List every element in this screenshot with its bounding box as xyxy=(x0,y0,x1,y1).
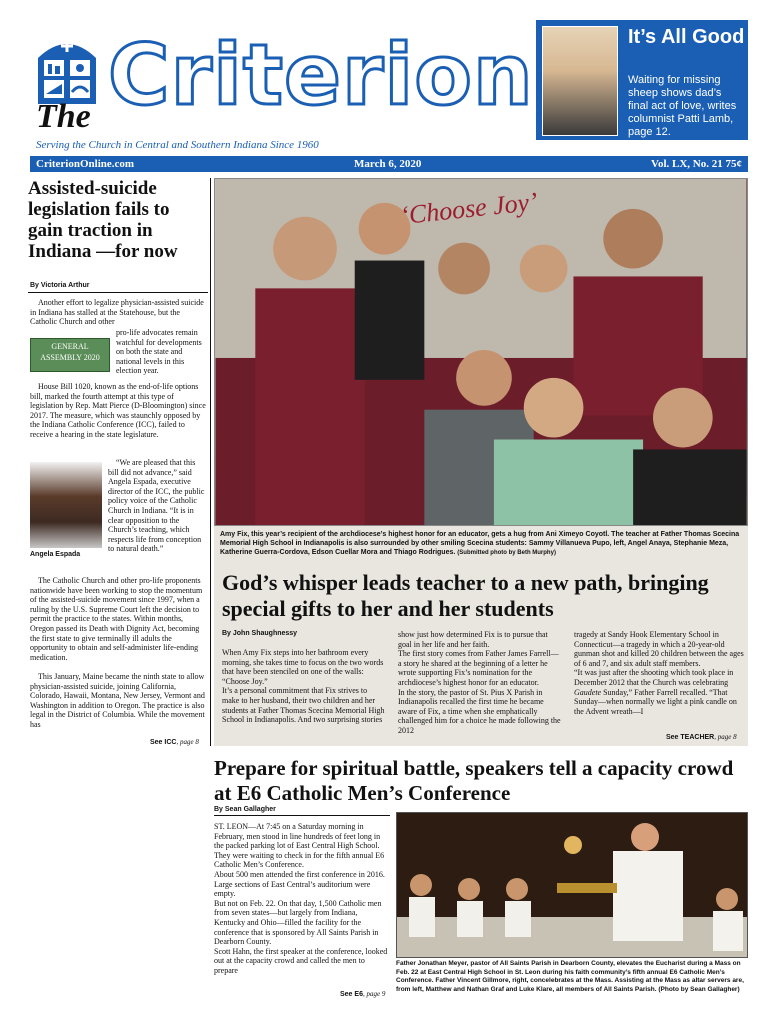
main-photo-caption xyxy=(220,530,746,558)
newspaper-title-the: The xyxy=(36,98,91,135)
caption-text: Amy Fix, this year’s recipient of the archdiocese’s highest honor for an educator, gets a hug from Ani Ximeyo Coyotl. The teacher at Father Thomas Scecina Memorial High School in Indianapolis is also surrounded by other smiling Scecina students: Sammy Villanueva Pupo, left, Angel Anaya, Stephanie Meza, Katherine Guerra-Cordova, Edson Cuellar Mora and Thiago Rodrigues. xyxy=(220,531,740,556)
teacher-story-byline: By John Shaughnessy xyxy=(222,630,298,637)
columnist-photo xyxy=(542,26,618,136)
conference-story-byline: By Sean Gallagher xyxy=(214,806,276,813)
teacher-story-col3 xyxy=(574,630,744,716)
newspaper-title: Criterion xyxy=(108,26,534,124)
left-story-headline: Assisted-suicide legislation fails to gain traction in Indiana —for now xyxy=(28,178,178,262)
general-assembly-badge: GENERAL ASSEMBLY 2020 xyxy=(30,338,110,372)
promo-box[interactable] xyxy=(536,20,748,140)
photo-credit: (Photo by Sean Gallagher) xyxy=(658,985,740,993)
mass-photo-caption xyxy=(396,960,748,994)
left-story-para: “We are pleased that this bill did not advance,” said Angela Espada, executive director of the ICC, the public policy voice of the Catholic Church in Indiana. “It is in clear opposition to the Church’s teaching, which respects life from conception to natural death.” xyxy=(108,458,205,554)
archdiocese-logo-icon xyxy=(34,34,100,104)
choose-joy-sign: ‘Choose Joy’ xyxy=(398,186,539,231)
divider xyxy=(214,815,390,816)
conference-story-headline: Prepare for spiritual battle, speakers tell a capacity crowd at E6 Catholic Men’s Conference xyxy=(214,756,734,805)
jump-tag: See ICC xyxy=(150,739,177,746)
teacher-story-col2: show just how determined Fix is to pursue that goal in her life and her faith. The first story comes from Father James Farrell—a story he shared at the beginning of a letter he wrote supporting Fix’s nomination for the archdiocese’s highest honor for an educator. In the story, the pastor of St. Pius X Parish in Indianapolis recalled the first time he became aware of Fix, a time when she emphatically challenged him for a choice he made following the 2012 xyxy=(398,630,561,735)
main-photo xyxy=(214,178,748,526)
jump-reference[interactable] xyxy=(150,738,199,746)
students-photo-art xyxy=(215,179,747,525)
teacher-story-headline: God’s whisper leads teacher to a new path, bringing special gifts to her and her students xyxy=(222,570,709,621)
photo-credit: (Submitted photo by Beth Murphy) xyxy=(457,550,556,556)
jump-page: , page 8 xyxy=(176,738,199,746)
jump-tag: See TEACHER xyxy=(666,734,715,741)
promo-headline: It’s All Good xyxy=(628,26,745,48)
photo-caption: Angela Espada xyxy=(30,551,81,558)
volume-info: Vol. LX, No. 21 75¢ xyxy=(651,158,742,170)
left-story-para: The Catholic Church and other pro-life proponents nationwide have been working to stop the momentum of the assisted-suicide movement since 1997, when a ruling by the U.S. Supreme Court left the decision to permit the practice to the states. Within months, Oregon passed its Death with Dignity Act, becoming the first state to give terminally ill adults the opportunity to obtain and self-administer life-ending medication. xyxy=(30,576,203,662)
col3-italic: Gaudete xyxy=(574,687,602,697)
jump-reference[interactable] xyxy=(666,733,737,741)
dateline-bar xyxy=(30,156,748,172)
site-url[interactable]: CriterionOnline.com xyxy=(36,158,135,170)
left-story-para: pro-life advocates remain watchful for developments on both the state and national levels in this election year. xyxy=(116,328,202,376)
caption-text: Father Jonathan Meyer, pastor of All Saints Parish in Dearborn County, elevates the Eucharist during a Mass on Feb. 22 at East Central High School in St. Leon during his faith community’s fifth annual E6 Catholic Men’s Conference. Father Vincent Gillmore, right, concelebrates at the Mass. Assisting at the Mass as altar servers are, from left, Matthew and Nathan Graf and Luke Klare, all members of All Saints Parish. xyxy=(396,960,744,993)
left-story-para: This January, Maine became the ninth state to allow physician-assisted suicide, joining California, Colorado, Hawaii, Montana, New Jersey, Vermont and Washington in addition to Oregon. The practice is also legal in the District of Columbia. While the movement has xyxy=(30,672,205,729)
issue-date: March 6, 2020 xyxy=(354,158,422,170)
tagline: Serving the Church in Central and Southern Indiana Since 1960 xyxy=(36,139,319,151)
conference-story-text: ST. LEON—At 7:45 on a Saturday morning in February, men stood in line hundreds of feet long in the packed parking lot of East Central High School. They were waiting to check in for the fifth annual E6 Catholic Men’s Conference. About 500 men attended the first conference in 2016. Large sections of East Central’s auditorium were empty. But not on Feb. 22. On that day, 1,500 Catholic men from seven states—but largely from Indiana, Kentucky and Ohio—filled the facility for the conference that is sponsored by All Saints Parish in Dearborn County. Scott Hahn, the first speaker at the conference, looked out at the capacity crowd and called the men to prepare xyxy=(214,822,388,975)
jump-tag: See E6 xyxy=(340,991,363,998)
col3-text: tragedy at Sandy Hook Elementary School in Connecticut—a tragedy in which a 20-year-old gunman shot and killed 20 children between the ages of 6 and 7, and six adult staff members. “It was just after the shooting which took place in December 2012 that the Church was celebrating xyxy=(574,630,744,687)
jump-page: , page 8 xyxy=(714,733,737,741)
column-rule xyxy=(210,178,211,746)
left-story-para: Another effort to legalize physician-assisted suicide in Indiana has stalled at the Statehouse, but the Catholic Church and other xyxy=(30,298,204,327)
col3-text: Sunday,” Father Farrell recalled. “That Sunday—when normally we light a pink candle on the Advent wreath—I xyxy=(574,687,737,716)
promo-text: Waiting for missing sheep shows dad’s final act of love, writes columnist Patti Lamb, page 12. xyxy=(628,74,737,138)
mass-photo xyxy=(396,812,748,958)
left-story-byline: By Victoria Arthur xyxy=(30,282,90,289)
left-story-para: House Bill 1020, known as the end-of-life options bill, marked the fourth attempt at this type of legislation by Rep. Matt Pierce (D-Bloomington) since 2017. The measure, which was staunchly opposed by the Indiana Catholic Conference (ICC), failed to receive a hearing in the state legislature. xyxy=(30,382,206,439)
mass-photo-art xyxy=(397,813,748,958)
jump-page: , page 9 xyxy=(362,990,386,998)
jump-reference[interactable] xyxy=(340,990,385,998)
teacher-story-col1: When Amy Fix steps into her bathroom every morning, she takes time to focus on the two words that have been stenciled on one of the walls: “Choose Joy.” It’s a personal commitment that Fix strives to make to her husband, their two children and her students at Father Thomas Scecina Memorial High School in Indianapolis. And two surprising stories xyxy=(222,648,385,725)
divider xyxy=(28,292,208,293)
angela-espada-photo xyxy=(30,462,102,548)
